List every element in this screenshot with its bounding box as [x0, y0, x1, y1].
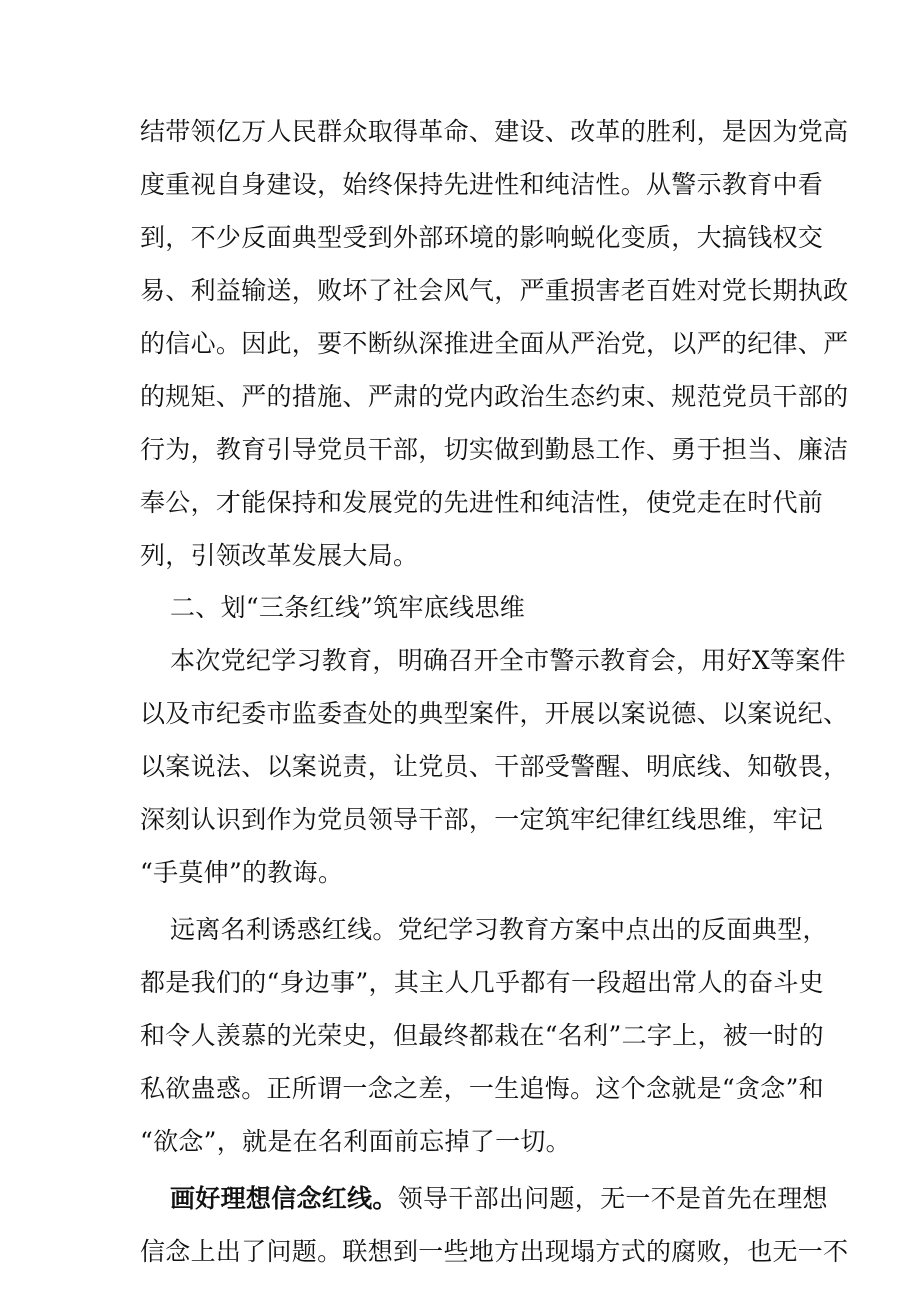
text-line: “欲念”，就是在名利面前忘掉了一切。	[140, 1127, 571, 1156]
text-line: 和令人羡慕的光荣史，但最终都栽在“名利”二字上，被一时的	[140, 1021, 824, 1050]
text-run: 领导干部出问题，无一不是首先在理想	[397, 1184, 828, 1213]
text-line: 深刻认识到作为党员领导干部，一定筑牢纪律红线思维，牢记	[140, 805, 824, 834]
text-line: 易、利益输送，败坏了社会风气，严重损害老百姓对党长期执政	[140, 276, 849, 305]
text-line: 的规矩、严的措施、严肃的党内政治生态约束、规范党员干部的	[140, 382, 849, 411]
section-heading: 二、划“三条红线”筑牢底线思维	[170, 593, 526, 622]
bold-lead: 画好理想信念红线。	[170, 1184, 398, 1213]
text-line: 到，不少反面典型受到外部环境的影响蜕化变质，大搞钱权交	[140, 223, 824, 252]
text-line: 列，引领改革发展大局。	[140, 541, 419, 570]
text-line: 信念上出了问题。联想到一些地方出现塌方式的腐败，也无一不	[140, 1237, 849, 1266]
text-line: 以案说法、以案说责，让党员、干部受警醒、明底线、知敬畏，	[140, 752, 849, 781]
text-line: 私欲蛊惑。正所谓一念之差，一生追悔。这个念就是“贪念”和	[140, 1074, 824, 1103]
text-line: 本次党纪学习教育，明确召开全市警示教育会，用好X等案件	[170, 646, 846, 675]
text-line: 都是我们的“身边事”，其主人几乎都有一段超出常人的奋斗史	[140, 968, 824, 997]
text-line: 奉公，才能保持和发展党的先进性和纯洁性，使党走在时代前	[140, 488, 824, 517]
text-line: 结带领亿万人民群众取得革命、建设、改革的胜利，是因为党高	[140, 117, 849, 146]
text-line: 行为，教育引导党员干部，切实做到勤恳工作、勇于担当、廉洁	[140, 435, 849, 464]
text-line: “手莫伸”的教诲。	[140, 858, 344, 887]
text-line	[170, 1184, 920, 1214]
text-line: 远离名利诱惑红线。党纪学习教育方案中点出的反面典型，	[170, 915, 828, 944]
text-line: 的信心。因此，要不断纵深推进全面从严治党，以严的纪律、严	[140, 329, 849, 358]
text-line: 度重视自身建设，始终保持先进性和纯洁性。从警示教育中看	[140, 170, 824, 199]
text-line: 以及市纪委市监委查处的典型案件，开展以案说德、以案说纪、	[140, 699, 849, 728]
